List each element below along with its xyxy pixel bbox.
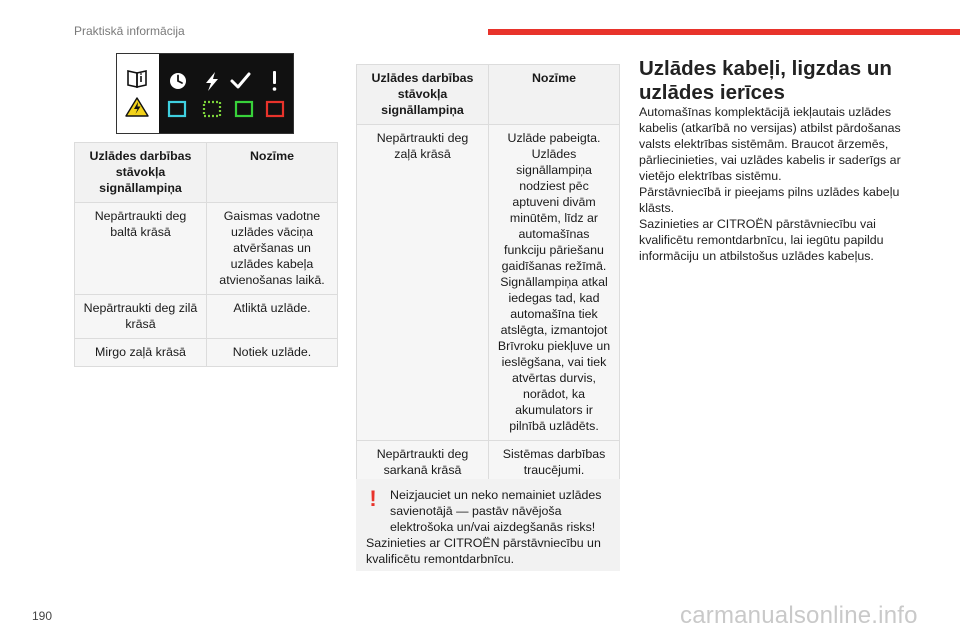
table-header-cell: Uzlādes darbības stāvokļa signāllampiņa [75,143,207,203]
lamp-green-blinking [204,102,220,116]
table-cell: Nepārtraukti deg zaļā krāsā [357,125,489,441]
paragraph: Pārstāvniecībā ir pieejams pilns uzlādes kabeļu klāsts. [639,185,900,215]
lamp-blue [169,102,185,116]
lamp-red [267,102,283,116]
page-header-title: Praktiskā informācija [74,24,185,38]
status-table-1 [74,142,338,367]
table-header-cell: Uzlādes darbības stāvokļa signāllampiņa [357,65,489,125]
warning-text: Neizjauciet un neko nemainiet uzlādes savienotājā — pastāv nāvējoša elektrošoka un/vai aizdegšanās risks! [390,488,602,534]
table-cell: Uzlāde pabeigta. Uzlādes signāllampiņa nodziest pēc aptuveni divām minūtēm, līdz ar automašīnas funkciju pāriešanu gaidīšanas režīmā. Signāllampiņa atkal iedegas tad, kad automašīna tiek atslēgta, izmantojot Brīvroku piekļuve un ieslēgšana, vai tiek atvērtas durvis, norādot, ka akumulators ir pilnībā uzlādēts. [489,125,620,441]
check-icon [232,74,249,87]
table-row [75,203,338,295]
lamp-green [236,102,252,116]
table-cell: Nepārtraukti deg baltā krāsā [75,203,207,295]
page-number: 190 [32,609,53,623]
table-row [75,339,338,367]
table-cell: Atliktā uzlāde. [207,295,338,339]
lightning-icon [206,72,218,91]
table-cell: Sistēmas darbības traucējumi. [489,441,620,485]
paragraph: Sazinieties ar CITROËN pārstāvniecību vai kvalificētu remontdarbnīcu, lai iegūtu papildu informāciju un atbilstošus uzlādes kabeļus. [639,217,884,263]
manual-icon [128,71,146,87]
clock-icon [170,73,186,89]
table-header-row [75,143,338,203]
exclamation-icon [273,71,277,91]
section-title: Uzlādes kabeļi, ligzdas un uzlādes ierīces [639,57,892,104]
table-row [357,125,620,441]
paragraph: Automašīnas komplektācijā iekļautais uzlādes kabelis (atkarībā no versijas) atbilst pārdošanas valsts elektrības sistēmām. Braucot ārzemēs, pārliecinieties, vai uzlādes kabelis ir saderīgs ar vietējo elektrības sistēmu. [639,105,901,183]
warning-text-contact: Sazinieties ar CITROËN pārstāvniecību un kvalificētu remontdarbnīcu. [366,536,601,566]
table-header-cell: Nozīme [207,143,338,203]
table-row [75,295,338,339]
table-header-row [357,65,620,125]
table-header-cell: Nozīme [489,65,620,125]
indicator-icons [117,54,295,135]
table-row [357,441,620,485]
warning-box [356,479,620,571]
table-cell: Nepārtraukti deg sarkanā krāsā [357,441,489,485]
watermark: carmanualsonline.info [680,602,918,629]
section-body [639,104,901,264]
status-table-2 [356,64,620,485]
charging-indicator-illustration [116,53,294,134]
exclamation-icon: ! [369,486,377,511]
table-cell: Notiek uzlāde. [207,339,338,367]
table-cell: Mirgo zaļā krāsā [75,339,207,367]
electric-warning-icon [126,98,148,116]
table-cell: Nepārtraukti deg zilā krāsā [75,295,207,339]
header-accent-bar [488,29,960,35]
table-cell: Gaismas vadotne uzlādes vāciņa atvēršanas un uzlādes kabeļa atvienošanas laikā. [207,203,338,295]
